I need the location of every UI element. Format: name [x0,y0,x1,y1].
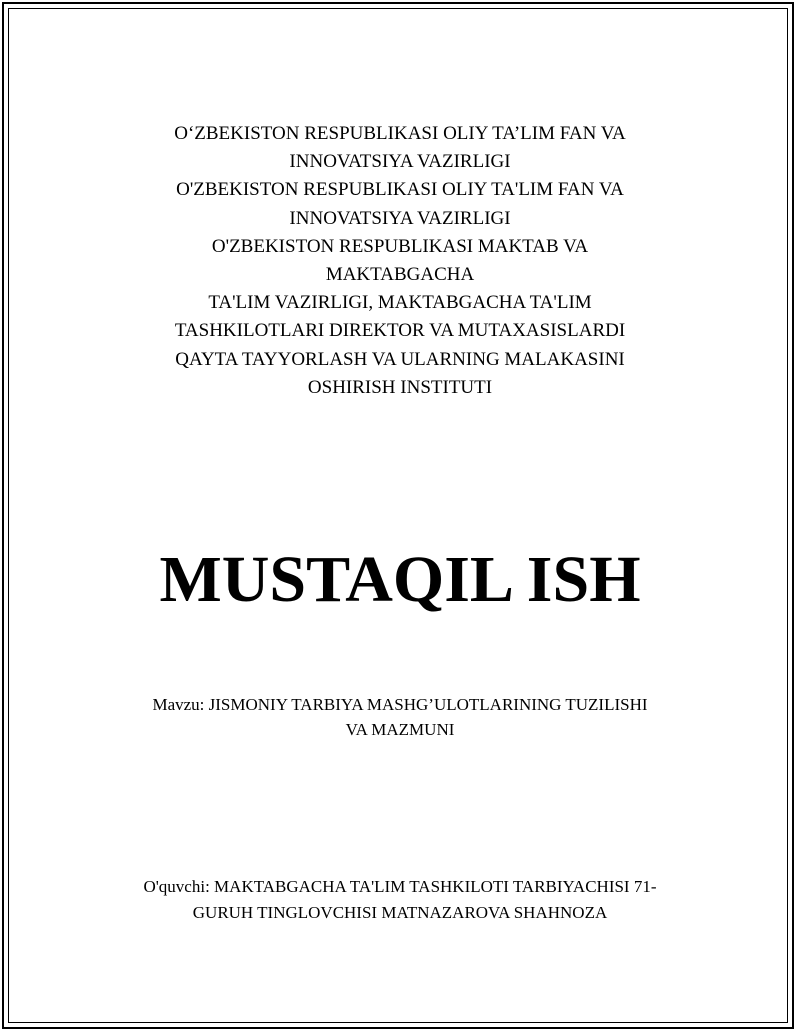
topic-line: VA MAZMUNI [345,720,455,739]
header-line: O‘ZBEKISTON RESPUBLIKASI OLIY TA’LIM FAN VA [174,123,626,144]
author-block [0,874,800,926]
header-line: O'ZBEKISTON RESPUBLIKASI OLIY TA'LIM FAN VA [176,179,624,201]
header-line: O'ZBEKISTON RESPUBLIKASI MAKTAB VA [211,235,589,257]
header-line: TASHKILOTLARI DIREKTOR VA MUTAXASISLARDI [174,320,626,342]
header-line: INNOVATSIYA VAZIRLIGI [289,151,511,173]
document-title: MUSTAQIL ISH [159,543,641,616]
author-line: O'quvchi: MAKTABGACHA TA'LIM TASHKILOTI TARBIYACHISI 71- [143,877,657,896]
header-line: MAKTABGACHA [325,264,475,286]
topic-line: Mavzu: JISMONIY TARBIYA MASHG’ULOTLARINING TUZILISHI [152,695,648,714]
institution-header [0,120,800,402]
header-line: INNOVATSIYA VAZIRLIGI [289,207,511,229]
author-line: GURUH TINGLOVCHISI MATNAZAROVA SHAHNOZA [192,903,608,922]
header-line: OSHIRISH INSTITUTI [307,376,493,398]
header-line: QAYTA TAYYORLASH VA ULARNING MALAKASINI [175,348,625,370]
header-line: TA'LIM VAZIRLIGI, MAKTABGACHA TA'LIM [208,292,592,314]
topic-block [0,692,800,742]
